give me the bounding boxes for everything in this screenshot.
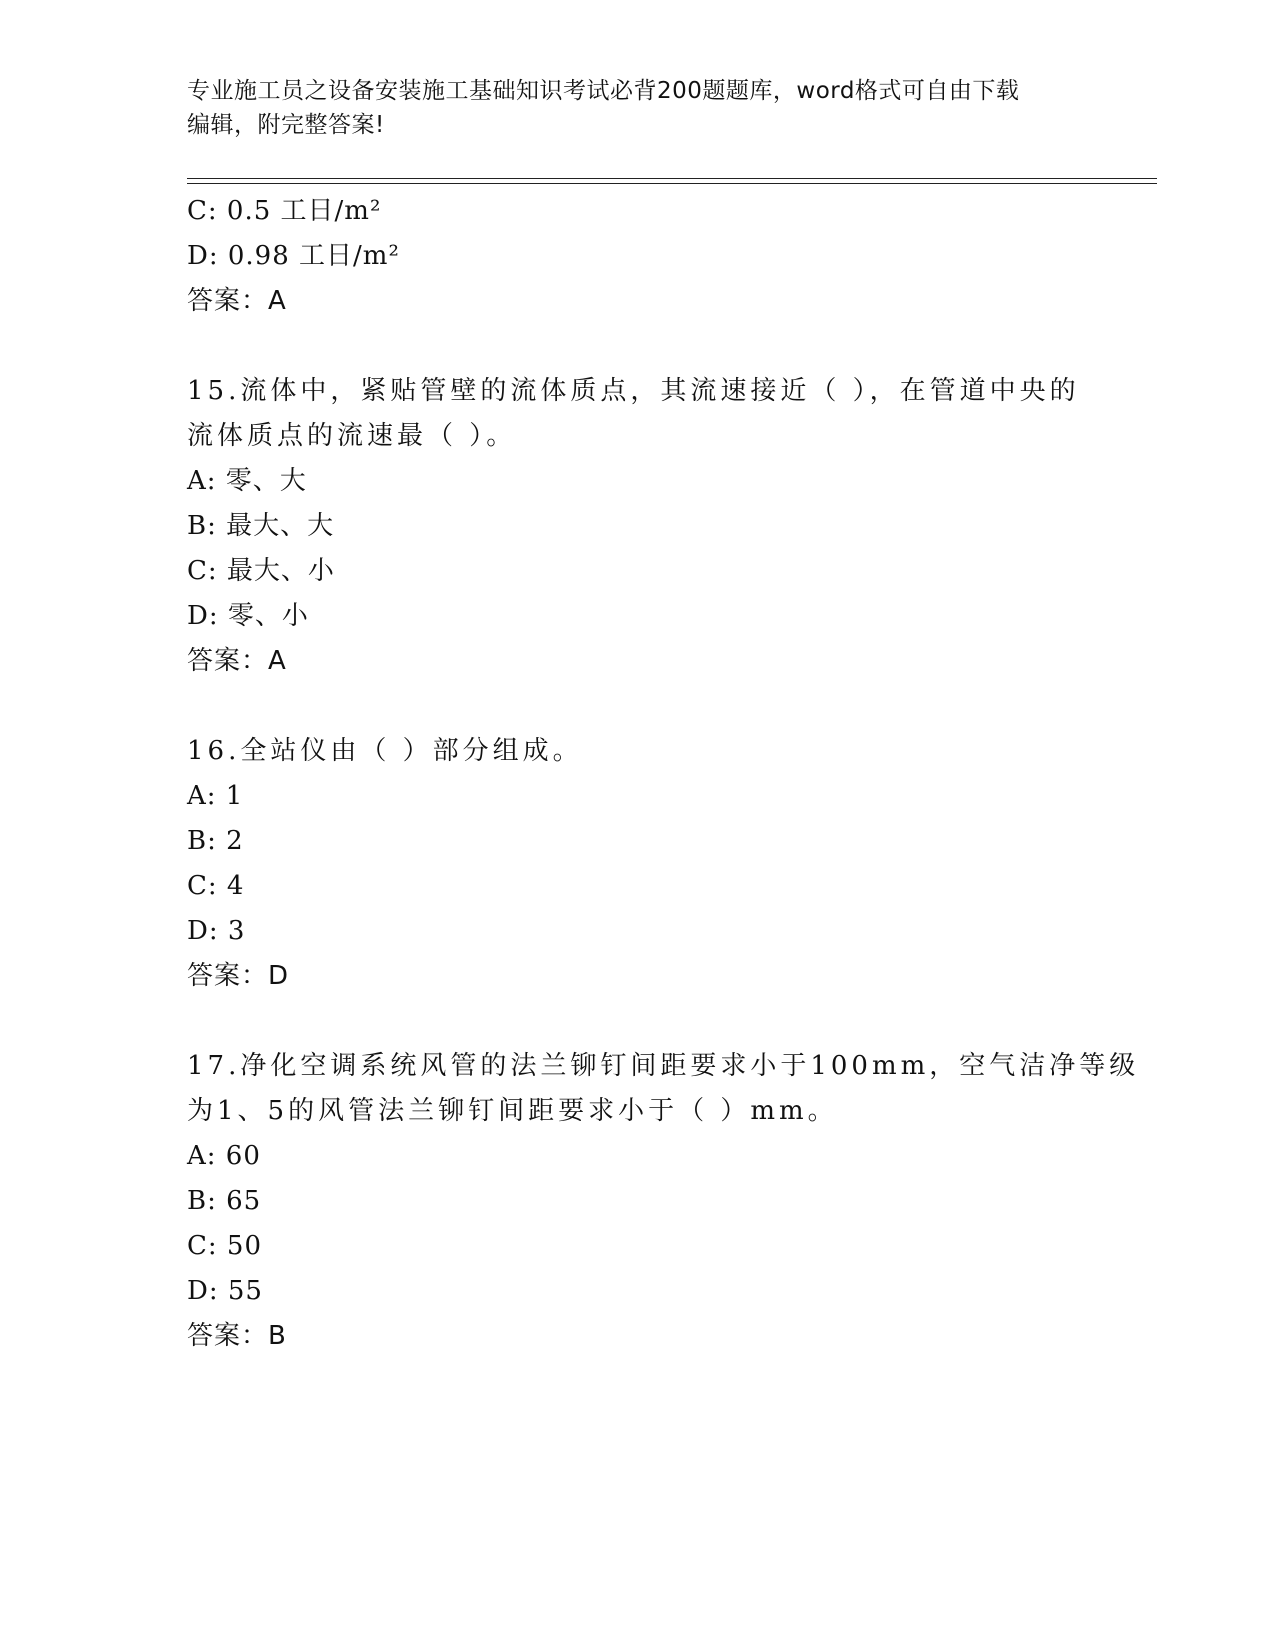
q17-answer: 答案：B bbox=[187, 1321, 287, 1351]
header-divider-bottom bbox=[187, 183, 1157, 184]
q16-question-line-1: 16.全站仪由（ ）部分组成。 bbox=[187, 736, 583, 766]
q15-answer: 答案：A bbox=[187, 646, 287, 676]
q15-option-b: B: 最大、大 bbox=[187, 511, 335, 541]
document-header bbox=[187, 74, 1087, 142]
q16-option-b: B: 2 bbox=[187, 826, 244, 856]
header-divider-top bbox=[187, 178, 1157, 179]
q17-question-line-1: 17.净化空调系统风管的法兰铆钉间距要求小于100mm，空气洁净等级 bbox=[187, 1051, 1140, 1081]
header-line-2: 编辑，附完整答案! bbox=[187, 112, 385, 138]
header-line-1: 专业施工员之设备安装施工基础知识考试必背200题题库，word格式可自由下载 bbox=[187, 78, 1020, 104]
q17-option-d: D: 55 bbox=[187, 1276, 263, 1306]
q14-option-c: C: 0.5 工日/m² bbox=[187, 196, 382, 226]
q15-option-a: A: 零、大 bbox=[187, 466, 307, 496]
q17-question-line-2: 为1、5的风管法兰铆钉间距要求小于（ ）mm。 bbox=[187, 1096, 838, 1126]
q16-option-c: C: 4 bbox=[187, 871, 245, 901]
q17-option-b: B: 65 bbox=[187, 1186, 262, 1216]
q17-option-a: A: 60 bbox=[187, 1141, 261, 1171]
q16-option-a: A: 1 bbox=[187, 781, 244, 811]
q15-question-line-1: 15.流体中，紧贴管壁的流体质点，其流速接近（ ），在管道中央的 bbox=[187, 376, 1080, 406]
q17-option-c: C: 50 bbox=[187, 1231, 263, 1261]
q16-answer: 答案：D bbox=[187, 961, 290, 991]
q16-option-d: D: 3 bbox=[187, 916, 246, 946]
q14-answer: 答案：A bbox=[187, 286, 287, 316]
q15-option-d: D: 零、小 bbox=[187, 601, 309, 631]
q15-option-c: C: 最大、小 bbox=[187, 556, 335, 586]
q15-question-line-2: 流体质点的流速最（ ）。 bbox=[187, 421, 517, 451]
q14-option-d: D: 0.98 工日/m² bbox=[187, 241, 400, 271]
